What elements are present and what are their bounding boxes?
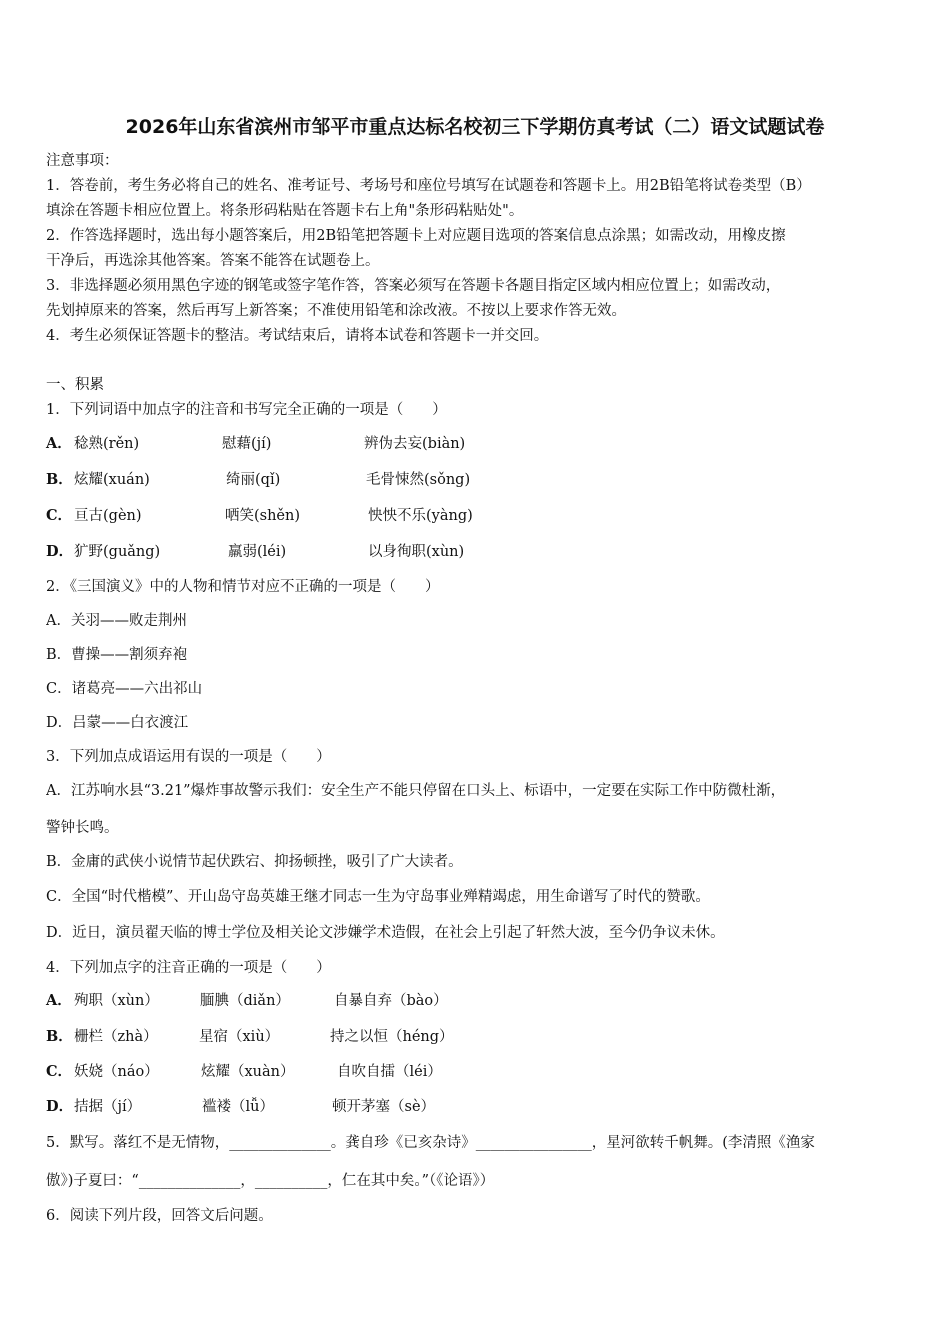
option-label: D． xyxy=(46,1098,74,1115)
notice-line: 1．答卷前，考生务必将自己的姓名、准考证号、考场号和座位号填写在试题卷和答题卡上。用2B铅笔将试卷类型（B） xyxy=(46,178,811,194)
option-term: 稔熟(rěn) xyxy=(74,436,140,452)
option-term: 怏怏不乐(yàng) xyxy=(368,508,473,524)
option-line: A．关羽——败走荆州 xyxy=(46,613,187,629)
page-title: 2026年山东省滨州市邹平市重点达标名校初三下学期仿真考试（二）语文试题试卷 xyxy=(125,116,825,138)
notice-line: 填涂在答题卡相应位置上。将条形码粘贴在答题卡右上角"条形码粘贴处"。 xyxy=(46,203,524,219)
question-stem: 5．默写。落红不是无情物，______________。龚自珍《已亥杂诗》________________，星河欲转千帆舞。(李清照《渔家 xyxy=(46,1135,815,1151)
option-term: 辨伪去妄(biàn) xyxy=(364,436,466,452)
option-term: 褴褛（lǚ） xyxy=(202,1099,274,1115)
option-line: D．近日，演员翟天临的博士学位及相关论文涉嫌学术造假，在社会上引起了轩然大波，至今仍争议未休。 xyxy=(46,925,725,941)
option-term: 顿开茅塞（sè） xyxy=(332,1099,436,1115)
option-term: 绮丽(qǐ) xyxy=(226,472,281,488)
option-line: C．诸葛亮——六出祁山 xyxy=(46,681,203,697)
option-term: 亘古(gèn) xyxy=(74,508,142,524)
option-term: 炫耀（xuàn） xyxy=(201,1064,295,1080)
question-stem: 2．《三国演义》中的人物和情节对应不正确的一项是（ ） xyxy=(46,579,440,595)
option-term: 自暴自弃（bào） xyxy=(334,993,448,1009)
option-term: 栅栏（zhà） xyxy=(74,1029,158,1045)
question-stem: 6．阅读下列片段，回答文后问题。 xyxy=(46,1208,273,1224)
question-line: 傲》)子夏曰：“______________，__________，仁在其中矣。”（《论语》） xyxy=(46,1173,495,1189)
section-heading: 一、积累 xyxy=(46,377,104,393)
option-line: C．全国“时代楷模”、开山岛守岛英雄王继才同志一生为守岛事业殚精竭虑，用生命谱写了时代的赞歌。 xyxy=(46,889,710,905)
notice-line: 2．作答选择题时，选出每小题答案后，用2B铅笔把答题卡上对应题目选项的答案信息点涂黑；如需改动，用橡皮擦 xyxy=(46,228,786,244)
notice-line: 4．考生必须保证答题卡的整洁。考试结束后，请将本试卷和答题卡一并交回。 xyxy=(46,328,549,344)
option-term: 犷野(guǎng) xyxy=(74,544,161,560)
option-term: 炫耀(xuán) xyxy=(74,472,150,488)
option-label: C． xyxy=(46,507,73,524)
option-term: 自吹自擂（léi） xyxy=(337,1064,442,1080)
option-term: 以身徇职(xùn) xyxy=(368,544,465,560)
notice-heading: 注意事项： xyxy=(46,153,119,169)
option-line: D．吕蒙——白衣渡江 xyxy=(46,715,189,731)
option-term: 慰藉(jí) xyxy=(222,436,272,452)
option-label: A． xyxy=(46,992,72,1009)
option-line: 警钟长鸣。 xyxy=(46,820,119,836)
option-term: 羸弱(léi) xyxy=(228,544,287,560)
option-term: 殉职（xùn） xyxy=(74,993,159,1009)
option-label: C． xyxy=(46,1063,73,1080)
option-line: B．金庸的武侠小说情节起伏跌宕、抑扬顿挫，吸引了广大读者。 xyxy=(46,854,463,870)
option-line: A．江苏响水县“3.21”爆炸事故警示我们：安全生产不能只停留在口头上、标语中，一定要在实际工作中防微杜渐， xyxy=(46,783,786,799)
question-stem: 4．下列加点字的注音正确的一项是（ ） xyxy=(46,960,331,976)
option-term: 拮据（jí） xyxy=(74,1099,142,1115)
option-term: 星宿（xiù） xyxy=(199,1029,280,1045)
question-stem: 1．下列词语中加点字的注音和书写完全正确的一项是（ ） xyxy=(46,402,447,418)
option-label: B． xyxy=(46,471,73,488)
option-label: D． xyxy=(46,543,74,560)
option-term: 腼腆（diǎn） xyxy=(200,993,290,1009)
option-term: 哂笑(shěn) xyxy=(225,508,301,524)
notice-line: 3．非选择题必须用黑色字迹的钢笔或签字笔作答，答案必须写在答题卡各题目指定区域内相应位置上；如需改动， xyxy=(46,278,781,294)
option-label: A． xyxy=(46,435,72,452)
notice-line: 先划掉原来的答案，然后再写上新答案；不准使用铅笔和涂改液。不按以上要求作答无效。 xyxy=(46,303,626,319)
notice-line: 干净后，再选涂其他答案。答案不能答在试题卷上。 xyxy=(46,253,380,269)
option-term: 毛骨悚然(sǒng) xyxy=(366,472,471,488)
option-term: 持之以恒（héng） xyxy=(330,1029,454,1045)
question-stem: 3．下列加点成语运用有误的一项是（ ） xyxy=(46,749,331,765)
option-term: 妖娆（náo） xyxy=(74,1064,159,1080)
option-label: B． xyxy=(46,1028,73,1045)
option-line: B．曹操——割须弃袍 xyxy=(46,647,188,663)
